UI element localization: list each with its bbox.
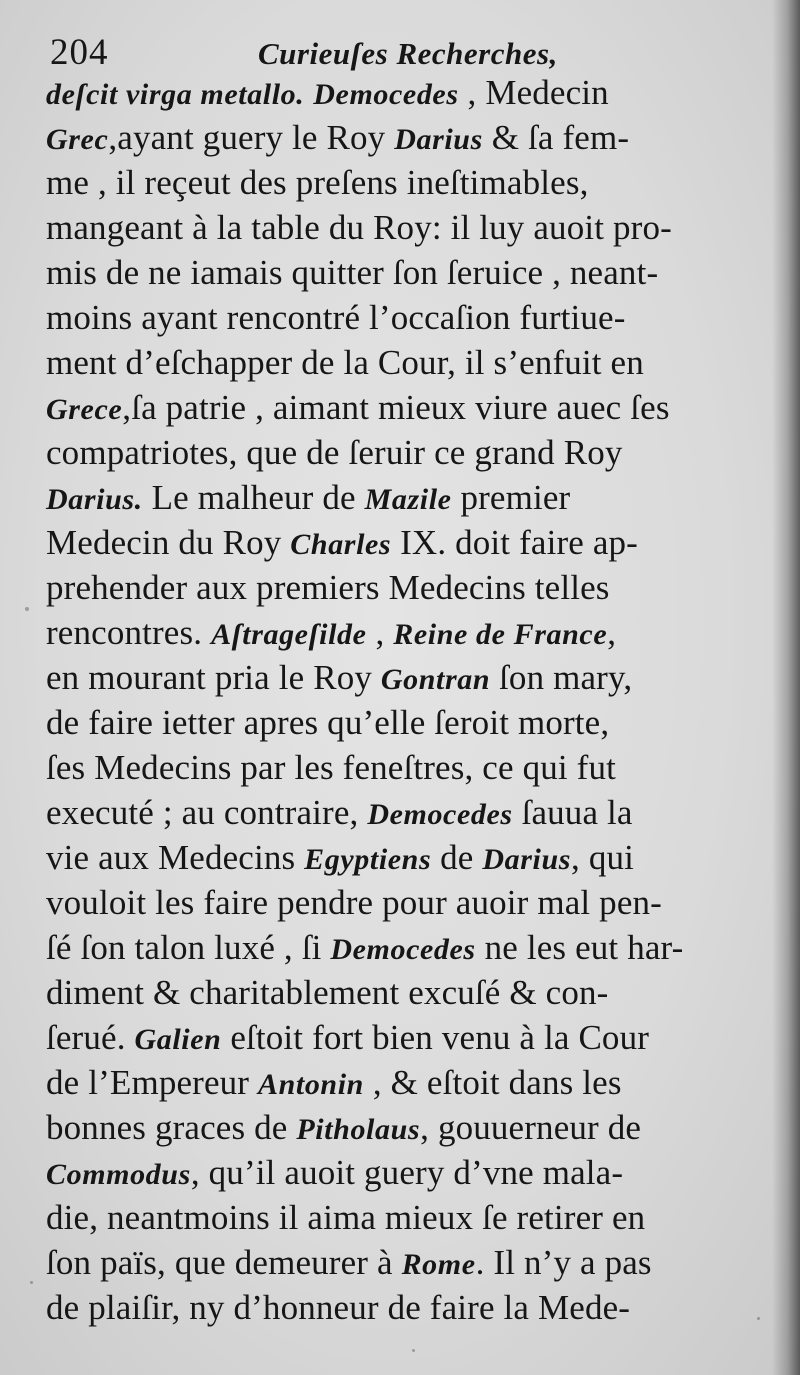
text-line [46,835,761,880]
text-run: mangeant à la table du Roy: il luy auoit pro- [46,208,672,247]
ink-speck [30,1281,33,1284]
text-run: vie aux Medecins [46,838,305,877]
text-line [46,430,761,475]
text-run: , qui [571,838,635,877]
text-run: de l’Empereur [46,1063,258,1102]
italic-name: Democedes [367,798,513,831]
italic-name: deſcit virga metallo. [46,78,305,111]
text-run: mis de ne iamais quitter ſon ſeruice , neant- [46,253,659,292]
text-run: IX. doit faire ap- [391,523,638,562]
text-run: ſauua la [512,793,633,832]
text-line [46,880,761,925]
ink-speck [25,607,29,611]
italic-name: Gontran [380,663,491,696]
text-line [46,1105,761,1150]
text-run: ſerué. [46,1018,135,1057]
text-run: de faire ietter apres qu’elle ſeroit morte, [46,703,610,742]
text-run: me , il reçeut des preſens ineſtimables, [46,163,589,202]
text-line [46,1240,761,1285]
italic-name: Aſtrageſilde [211,618,367,651]
italic-name: Reine de France [393,618,608,651]
text-run: . Il n’y a pas [475,1243,652,1282]
text-run [304,73,313,112]
page-gutter-shadow [772,0,800,1375]
italic-name: Pitholaus [296,1113,421,1146]
text-run: , & eſtoit dans les [363,1063,622,1102]
italic-name: Antonin [258,1068,364,1101]
italic-name: Egyptiens [304,843,432,876]
italic-name: Darius. [46,483,143,516]
text-run: eſtoit fort bien venu à la Cour [221,1018,650,1057]
text-line [46,520,761,565]
text-run: diment & charitablement excuſé & con- [46,973,609,1012]
text-run: ſon païs, que demeurer à [46,1243,402,1282]
text-line [46,790,761,835]
text-run: ,ſa patrie , aimant mieux viure auec ſes [122,388,670,427]
text-line [46,925,761,970]
text-run: , [607,613,617,652]
text-run: die, neantmoins il aima mieux ſe retirer en [46,1198,646,1237]
text-run: Medecin du Roy [46,523,291,562]
italic-name: Rome [401,1248,476,1281]
text-run: executé ; au contraire, [46,793,368,832]
italic-name: Democedes [313,78,459,111]
text-run: , gouuerneur de [420,1108,642,1147]
text-run: , [366,613,394,652]
text-line [46,160,761,205]
text-line [46,700,761,745]
text-run: ,ayant guery le Roy [108,118,395,157]
text-run: vouloit les faire pendre pour auoir mal pen- [46,883,662,922]
text-run: ſé ſon talon luxé , ſi [46,928,331,967]
text-line [46,115,761,160]
text-run: prehender aux premiers Medecins telles [46,568,610,607]
text-line [46,610,761,655]
text-run: ment d’eſchapper de la Cour, il s’enfuit en [46,343,644,382]
text-line [46,1195,761,1240]
text-line [46,565,761,610]
text-run: rencontres. [46,613,212,652]
text-line [46,1060,761,1105]
text-run: compatriotes, que de ſeruir ce grand Roy [46,433,623,472]
text-run: de plaiſir, ny d’honneur de faire la Mede- [46,1288,631,1327]
text-line [46,295,761,340]
italic-name: Mazile [364,483,452,516]
italic-name: Darius [482,843,572,876]
italic-name: Charles [290,528,392,561]
text-line [46,385,761,430]
text-line [46,205,761,250]
text-run: Le malheur de [142,478,365,517]
text-line [46,745,761,790]
italic-name: Democedes [330,933,476,966]
text-line [46,250,761,295]
text-line [46,340,761,385]
italic-name: Darius [394,123,483,156]
text-run: , qu’il auoit guery d’vne mala- [190,1153,624,1192]
italic-name: Galien [134,1023,222,1056]
text-run: moins ayant rencontré l’occaſion furtiue- [46,298,626,337]
page-number: 204 [50,32,109,73]
text-line [46,1015,761,1060]
text-line [46,1285,761,1330]
text-run: & ſa fem- [482,118,630,157]
running-title: Curieuſes Recherches, [258,36,558,71]
text-line [46,655,761,700]
body-text [46,70,761,1327]
text-run: , Medecin [458,73,609,112]
text-run: ſon mary, [490,658,633,697]
text-run: de [431,838,483,877]
ink-speck [412,1349,415,1352]
text-run: ſes Medecins par les feneſtres, ce qui fut [46,748,616,787]
text-line [46,970,761,1015]
italic-name: Commodus [46,1158,191,1191]
text-run: bonnes graces de [46,1108,297,1147]
text-run: premier [451,478,571,517]
italic-name: Grece [46,393,123,426]
text-run: ne les eut har- [475,928,684,967]
text-line [46,70,761,115]
text-line [46,475,761,520]
text-run: en mourant pria le Roy [46,658,381,697]
italic-name: Grec [46,123,109,156]
text-line [46,1150,761,1195]
